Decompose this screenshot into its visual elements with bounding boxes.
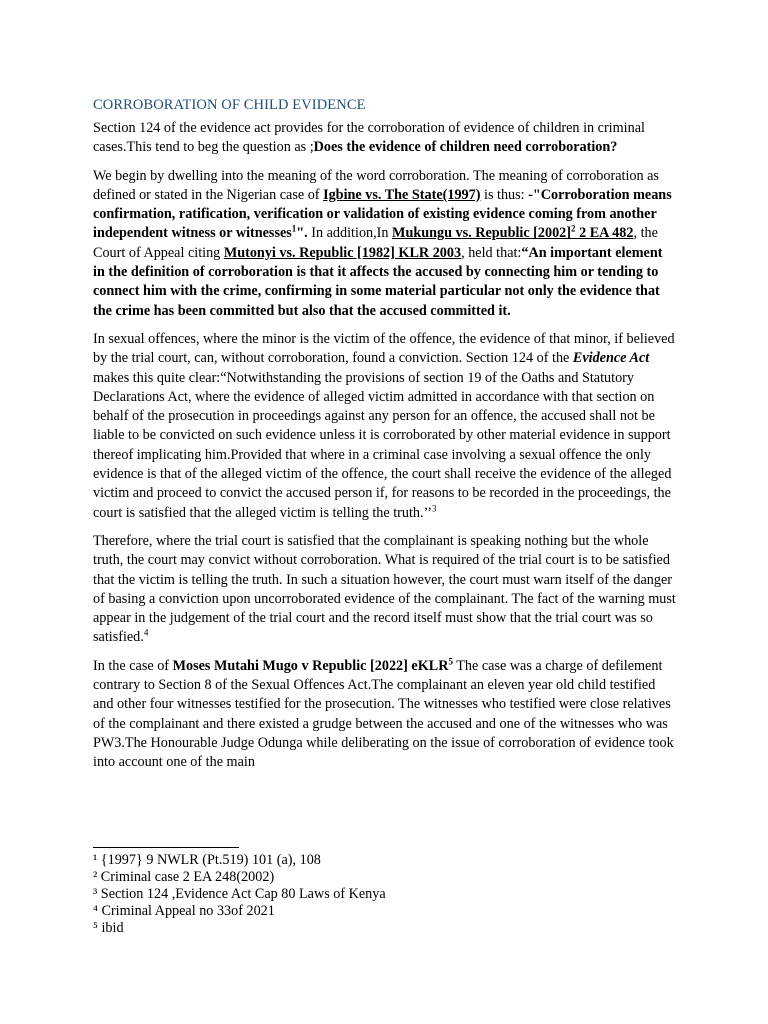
paragraph-2	[93, 167, 677, 321]
paragraph-5	[93, 657, 677, 773]
paragraph-2-text: In addition,In	[307, 225, 393, 242]
footnote-ref-2: 2	[571, 223, 576, 234]
paragraph-4	[93, 532, 677, 648]
paragraph-5-text: The case was a charge of defilement contrary to Section 8 of the Sexual Offences Act.The complainant an eleven year old child testified and other four witnesses testified for the prosecution. The witnesses who testified were close relatives of the complainant and there existed a grudge between the accused and one of the witnesses who was PW3.The Honourable Judge Odunga while deliberating on the issue of corroboration of evidence took into account one of the main	[93, 657, 674, 771]
footnote-5: ⁵ ibid	[93, 920, 124, 936]
paragraph-2-text: , the Court of Appeal citing	[93, 225, 658, 261]
document-body	[93, 96, 677, 782]
paragraph-1	[93, 119, 677, 158]
definition-quote-end: ".	[296, 225, 308, 242]
paragraph-2-text: , held that:	[461, 244, 522, 261]
footnote-ref-5: 5	[448, 655, 453, 666]
footnotes	[93, 852, 677, 937]
holding-quote: “An important element in the definition of corroboration is that it affects the accused by connecting him or tending to connect him with the crime, confirming in some material particular not only the evidence that the crime has been committed but also that the accused committed it.	[93, 244, 663, 319]
evidence-act-title: Evidence Act	[572, 350, 650, 367]
footnote-separator	[93, 847, 239, 848]
case-mukungu: Mukungu vs. Republic [2002]	[392, 225, 572, 242]
case-mukungu-citation: 2 EA 482	[575, 225, 634, 242]
case-igbine: Igbine vs. The State(1997)	[323, 186, 481, 203]
paragraph-1-text: Section 124 of the evidence act provides for the corroboration of evidence of children in criminal cases.This tend to beg the question as ;	[93, 120, 645, 156]
definition-quote: -"Corroboration means confirmation, ratification, verification or validation of existing evidence coming from another independent witness or witnesses	[93, 186, 672, 242]
case-moses-mutahi: Moses Mutahi Mugo v Republic [2022] eKLR	[172, 657, 449, 674]
paragraph-5-intro: In the case of	[93, 657, 173, 674]
paragraph-2-intro: We begin by dwelling into the meaning of the word corroboration. The meaning of corroboration as defined or stated in the Nigerian case of	[93, 167, 659, 203]
footnote-ref-3: 3	[431, 502, 437, 513]
paragraph-4-text: Therefore, where the trial court is satisfied that the complainant is speaking nothing but the whole truth, the court may convict without corroboration. What is required of the trial court is to be satisfied that the victim is telling the truth. In such a situation however, the court must warn itself of the danger of basing a conviction upon uncorroborated evidence of the complainant. The fact of the warning must appear in the judgement of the trial court and the record itself must show that the trial court was so satisfied.	[93, 532, 676, 646]
case-mutonyi: Mutonyi vs. Republic [1982] KLR 2003	[223, 244, 462, 261]
paragraph-3-intro: In sexual offences, where the minor is the victim of the offence, the evidence of that minor, if believed by the trial court, can, without corroboration, found a conviction. Section 124 of the	[93, 330, 675, 367]
footnote-3: ³ Section 124 ,Evidence Act Cap 80 Laws of Kenya	[93, 886, 386, 902]
document-heading: CORROBORATION OF CHILD EVIDENCE	[93, 97, 366, 113]
paragraph-3-quote: makes this quite clear:“Notwithstanding the provisions of section 19 of the Oaths and Statutory Declarations Act, where the evidence of alleged victim admitted in accordance with that section on behalf of the prosecution in proceedings against any person for an offence, the accused shall not be liable to be convicted on such evidence unless it is corroborated by other material evidence in support thereof implicating him.Provided that where in a criminal case involving a sexual offence the only evidence is that of the alleged victim of the offence, the court shall receive the evidence of the alleged victim and proceed to convict the accused person if, for reasons to be recorded in the proceedings, the court is satisfied that the alleged victim is telling the truth.’’	[93, 369, 672, 521]
paragraph-2-text: is thus:	[480, 186, 529, 203]
footnote-ref-4: 4	[143, 627, 149, 638]
footnote-ref-1: 1	[291, 223, 297, 234]
footnote-2: ² Criminal case 2 EA 248(2002)	[93, 869, 275, 885]
paragraph-3	[93, 330, 677, 523]
question-bold: Does the evidence of children need corroboration?	[313, 139, 618, 156]
footnote-1: ¹ {1997} 9 NWLR (Pt.519) 101 (a), 108	[93, 852, 321, 868]
footnote-4: ⁴ Criminal Appeal no 33of 2021	[93, 903, 275, 919]
